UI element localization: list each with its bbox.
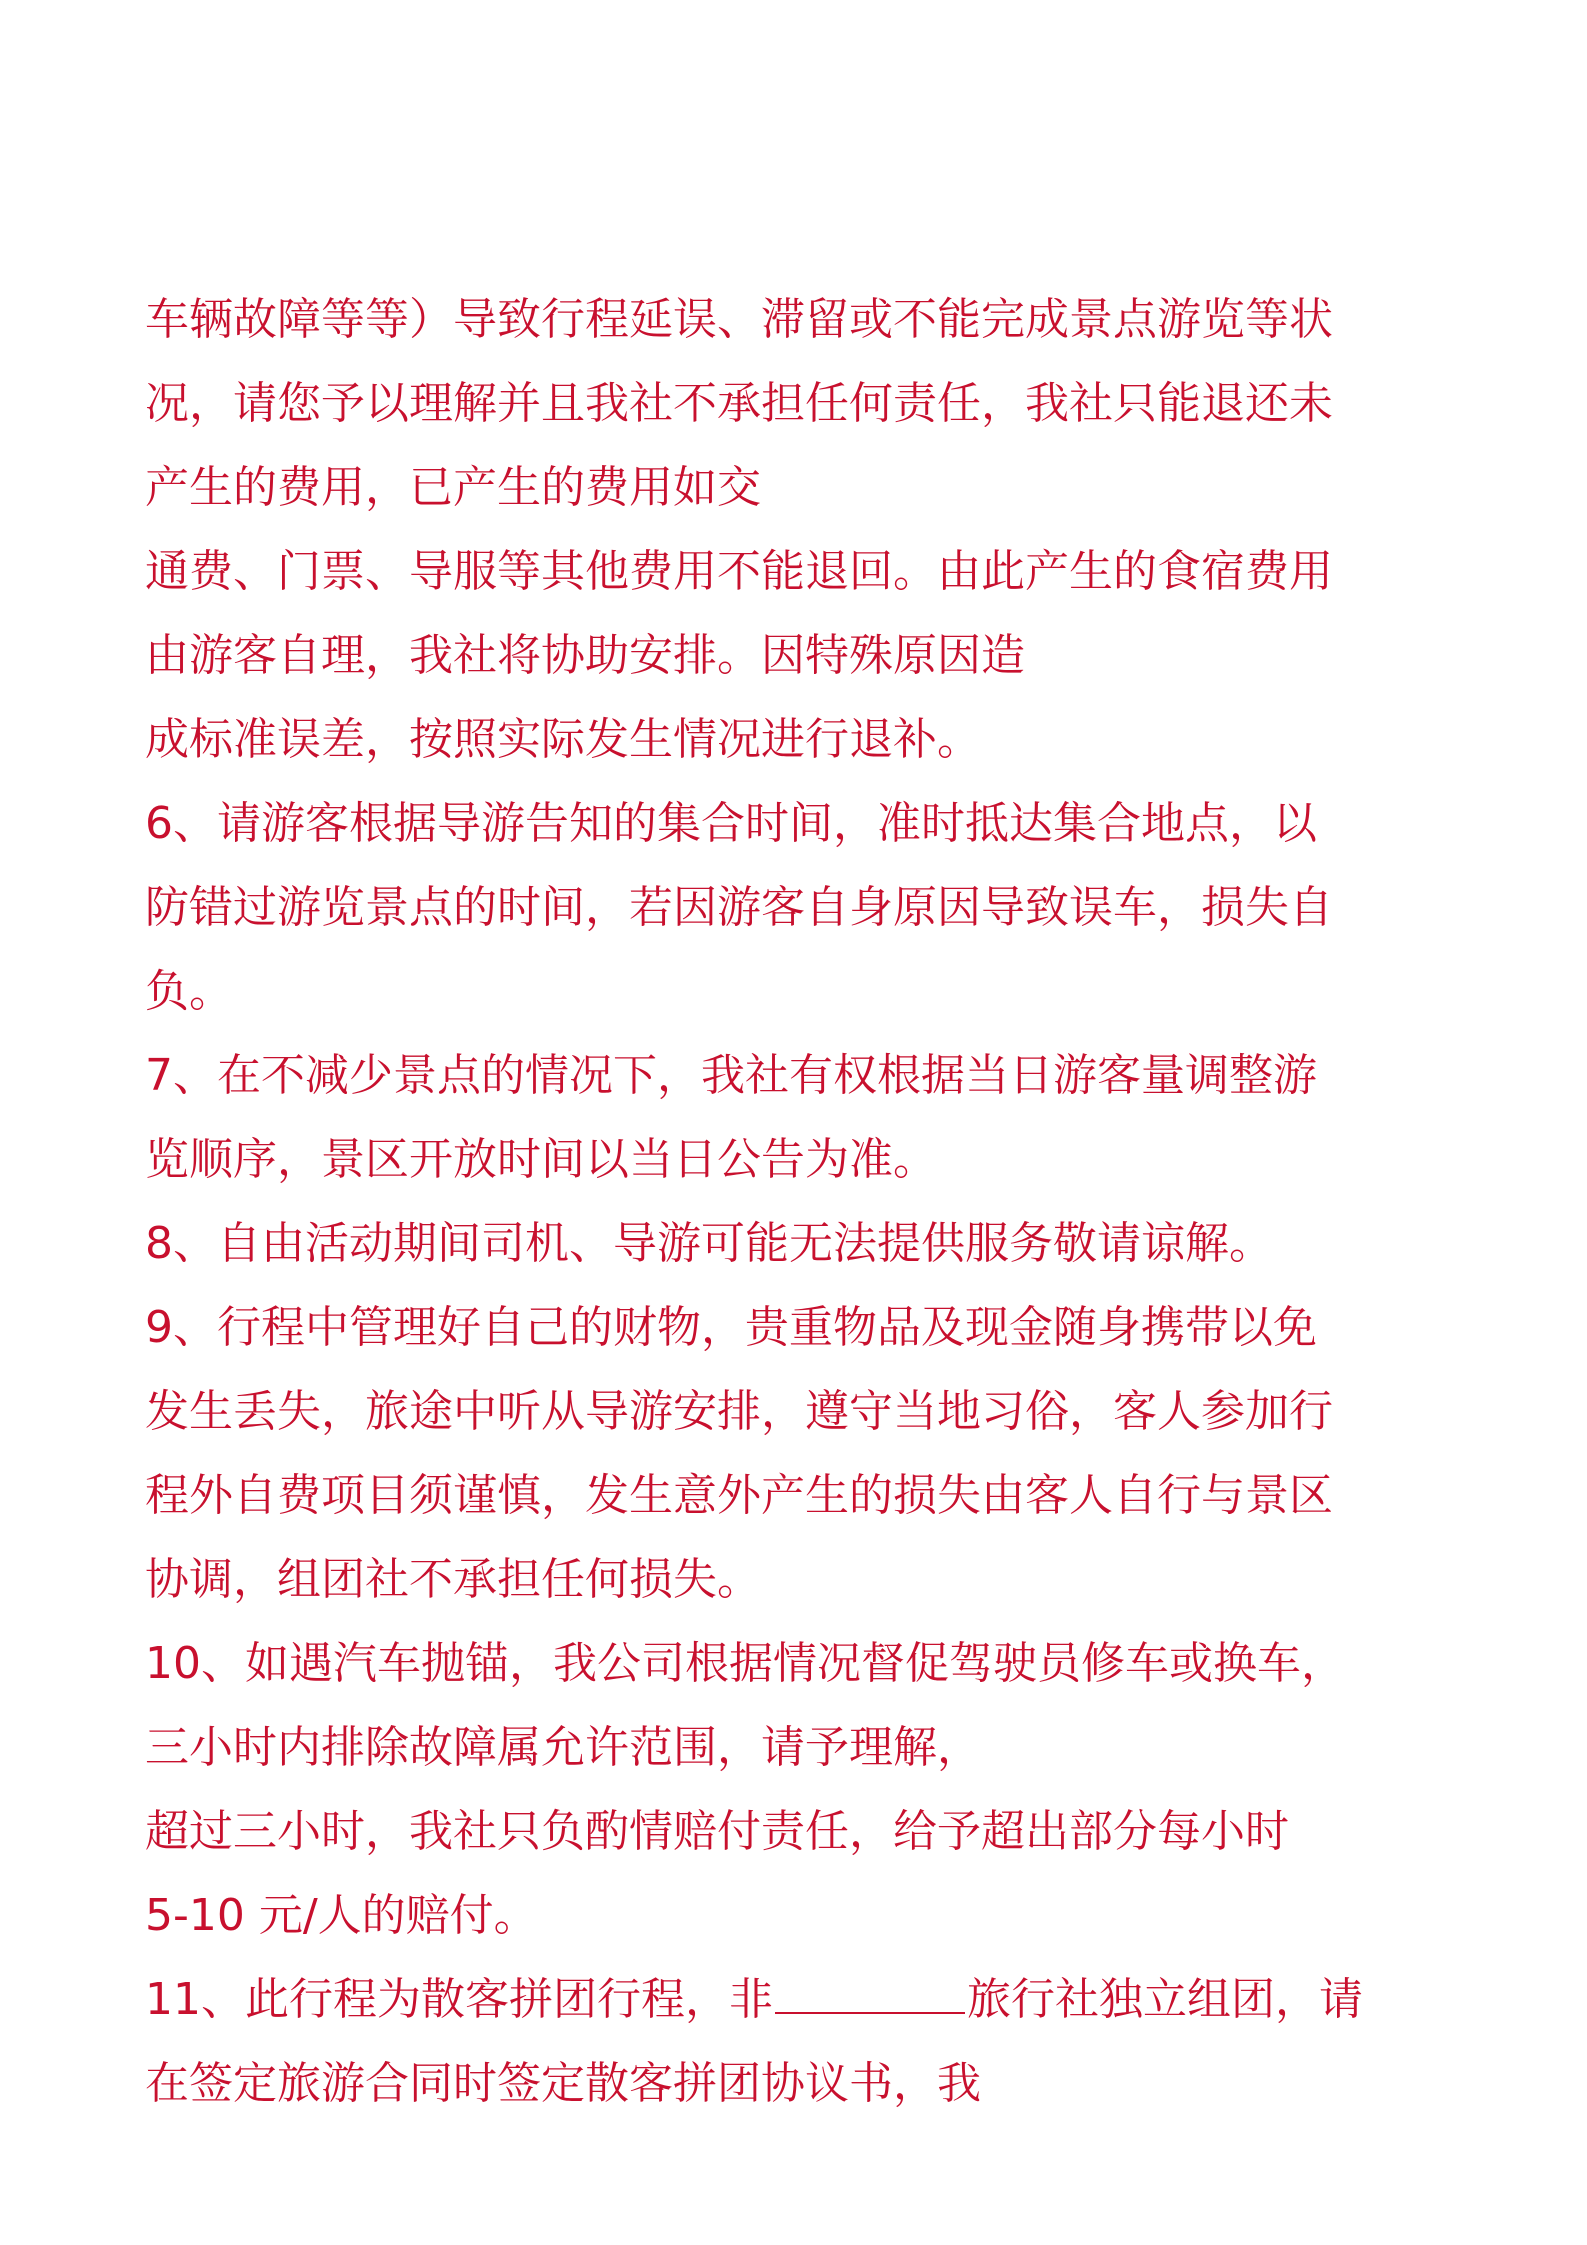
text-line: 6、请游客根据导游告知的集合时间，准时抵达集合地点，以 xyxy=(145,798,1317,849)
text-line: 通费、门票、导服等其他费用不能退回。由此产生的食宿费用 xyxy=(145,546,1333,597)
text-line: 由游客自理，我社将协助安排。因特殊原因造 xyxy=(145,630,1025,681)
text-line: 超过三小时，我社只负酌情赔付责任，给予超出部分每小时 xyxy=(145,1806,1289,1857)
text-line: 览顺序，景区开放时间以当日公告为准。 xyxy=(145,1134,937,1185)
text-line: 9、行程中管理好自己的财物，贵重物品及现金随身携带以免 xyxy=(145,1302,1317,1353)
text-line: 负。 xyxy=(145,966,233,1017)
text-line: 7、在不减少景点的情况下，我社有权根据当日游客量调整游 xyxy=(145,1050,1317,1101)
document-body xyxy=(145,278,1445,2126)
item-11-text-before: 11、此行程为散客拼团行程，非 xyxy=(145,1974,773,2025)
item-11-text-after: 旅行社独立组团，请 xyxy=(967,1974,1363,2025)
text-line: 8、自由活动期间司机、导游可能无法提供服务敬请谅解。 xyxy=(145,1218,1273,1269)
text-line: 况，请您予以理解并且我社不承担任何责任，我社只能退还未 xyxy=(145,378,1333,429)
text-line: 产生的费用，已产生的费用如交 xyxy=(145,462,761,513)
text-line: 10、如遇汽车抛锚，我公司根据情况督促驾驶员修车或换车， xyxy=(145,1638,1345,1689)
fill-in-blank xyxy=(775,1972,965,2014)
text-line: 程外自费项目须谨慎，发生意外产生的损失由客人自行与景区 xyxy=(145,1470,1333,1521)
text-line: 发生丢失，旅途中听从导游安排，遵守当地习俗，客人参加行 xyxy=(145,1386,1333,1437)
text-line-last: 在签定旅游合同时签定散客拼团协议书，我 xyxy=(145,2058,981,2109)
text-line: 成标准误差，按照实际发生情况进行退补。 xyxy=(145,714,981,765)
item-11-line xyxy=(145,1958,1445,2042)
text-line: 防错过游览景点的时间，若因游客自身原因导致误车，损失自 xyxy=(145,882,1333,933)
text-line: 5-10 元/人的赔付。 xyxy=(145,1890,538,1941)
text-line: 协调，组团社不承担任何损失。 xyxy=(145,1554,761,1605)
text-line: 三小时内排除故障属允许范围，请予理解， xyxy=(145,1722,981,1773)
text-line: 车辆故障等等）导致行程延误、滞留或不能完成景点游览等状 xyxy=(145,294,1333,345)
